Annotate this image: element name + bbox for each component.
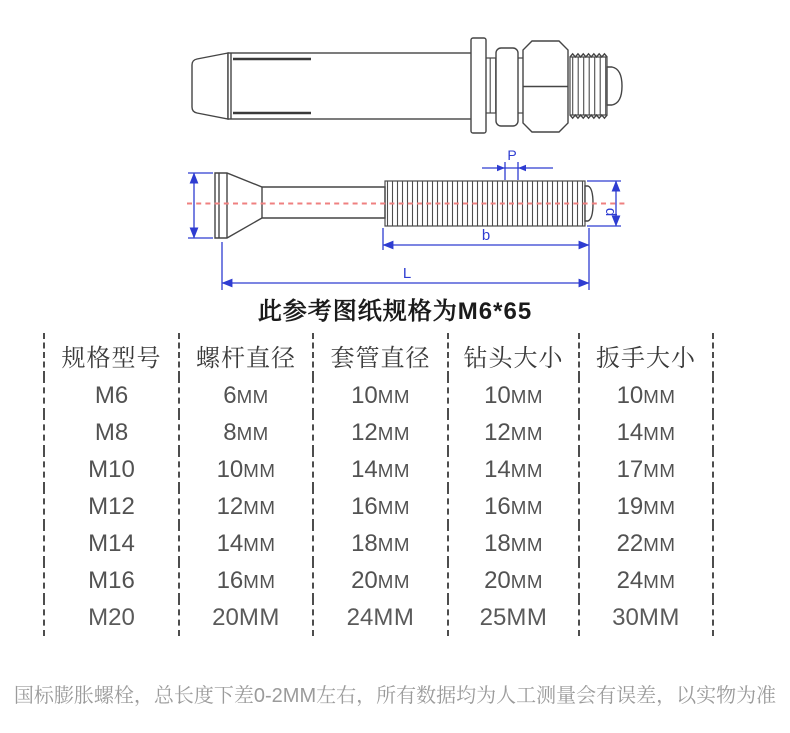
value-cell: 24MM — [313, 599, 448, 636]
header-screw-diameter: 螺杆直径 — [179, 333, 313, 377]
value-cell: 14MM — [579, 414, 713, 451]
table-row — [44, 562, 713, 599]
table-row — [44, 525, 713, 562]
expansion-sleeve — [228, 53, 473, 119]
value-cell: 10MM — [579, 377, 713, 414]
table-row — [44, 599, 713, 636]
value-cell: 12MM — [448, 414, 579, 451]
flat-washer — [471, 38, 486, 133]
value-cell: 17MM — [579, 451, 713, 488]
table-row — [44, 451, 713, 488]
total-length-dim-label: L — [402, 265, 412, 282]
value-cell: 19MM — [579, 488, 713, 525]
header-model: 规格型号 — [44, 333, 179, 377]
value-cell: 18MM — [448, 525, 579, 562]
value-cell: 30MM — [579, 599, 713, 636]
spec-table — [43, 333, 714, 636]
value-cell: 10MM — [448, 377, 579, 414]
value-cell: 20MM — [448, 562, 579, 599]
header-wrench-size: 扳手大小 — [579, 333, 713, 377]
value-cell: 14MM — [448, 451, 579, 488]
value-cell: 10MM — [313, 377, 448, 414]
value-cell: 14MM — [179, 525, 313, 562]
model-cell: M10 — [44, 451, 179, 488]
value-cell: 25MM — [448, 599, 579, 636]
value-cell: 8MM — [179, 414, 313, 451]
thread-length-dim-label: b — [481, 227, 491, 244]
model-cell: M6 — [44, 377, 179, 414]
table-row — [44, 377, 713, 414]
model-cell: M14 — [44, 525, 179, 562]
value-cell: 16MM — [448, 488, 579, 525]
table-header-row — [44, 333, 713, 377]
value-cell: 16MM — [313, 488, 448, 525]
header-drill-size: 钻头大小 — [448, 333, 579, 377]
anchor-bolt-assembly-drawing — [185, 25, 630, 140]
bolt-dimension-drawing — [185, 150, 635, 290]
value-cell: 24MM — [579, 562, 713, 599]
expansion-cone — [192, 53, 228, 119]
bolt-tip — [607, 67, 622, 105]
value-cell: 10MM — [179, 451, 313, 488]
value-cell: 14MM — [313, 451, 448, 488]
value-cell: 12MM — [313, 414, 448, 451]
value-cell: 6MM — [179, 377, 313, 414]
spec-table-body — [44, 377, 713, 636]
bolt-body — [215, 173, 385, 238]
model-cell: M8 — [44, 414, 179, 451]
model-cell: M12 — [44, 488, 179, 525]
model-cell: M20 — [44, 599, 179, 636]
value-cell: 20MM — [313, 562, 448, 599]
threaded-end — [570, 57, 607, 115]
footnote: 国标膨胀螺栓，总长度下差0-2MM左右，所有数据均为人工测量会有误差，以实物为准 — [13, 685, 777, 707]
value-cell: 22MM — [579, 525, 713, 562]
spring-washer — [496, 48, 518, 126]
diameter-dim-label: d — [602, 207, 619, 217]
drawing-caption: 此参考图纸规格为M6*65 — [257, 298, 533, 325]
header-sleeve-diameter: 套管直径 — [313, 333, 448, 377]
table-row — [44, 488, 713, 525]
value-cell: 16MM — [179, 562, 313, 599]
table-row — [44, 414, 713, 451]
value-cell: 20MM — [179, 599, 313, 636]
model-cell: M16 — [44, 562, 179, 599]
pitch-dim-label: P — [507, 150, 517, 163]
value-cell: 12MM — [179, 488, 313, 525]
value-cell: 18MM — [313, 525, 448, 562]
